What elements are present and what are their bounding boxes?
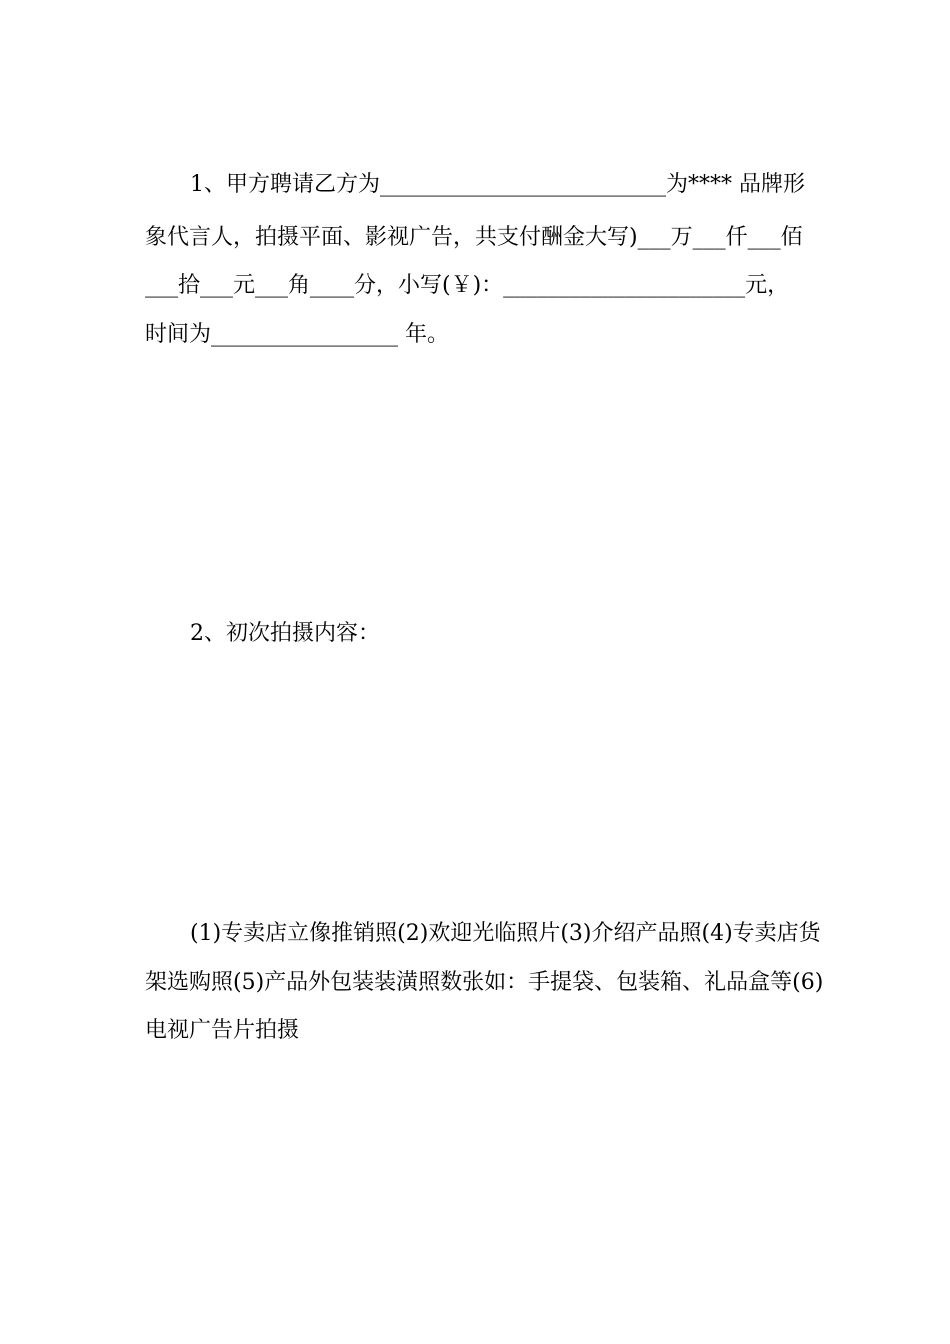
paragraph-3-line-1: (1)专卖店立像推销照(2)欢迎光临照片(3)介绍产品照(4)专卖店货 [190, 921, 821, 946]
paragraph-3-line-3: 电视广告片拍摄 [145, 1018, 300, 1043]
paragraph-3-line-2: 架选购照(5)产品外包装装潢照数张如：手提袋、包装箱、礼品盒等(6) [145, 970, 824, 995]
paragraph-1-line-4: 时间为_________________ 年。 [145, 322, 449, 347]
paragraph-2-heading: 2、初次拍摄内容： [190, 621, 380, 646]
paragraph-1-line-2: 象代言人，拍摄平面、影视广告，共支付酬金大写)___万___仟___佰 [145, 225, 803, 250]
paragraph-1-line-1: 1、甲方聘请乙方为__________________________为**** 品牌形 [190, 172, 805, 197]
paragraph-1-line-3: ___拾___元___角____分，小写(￥)：______________________元， [145, 273, 790, 298]
